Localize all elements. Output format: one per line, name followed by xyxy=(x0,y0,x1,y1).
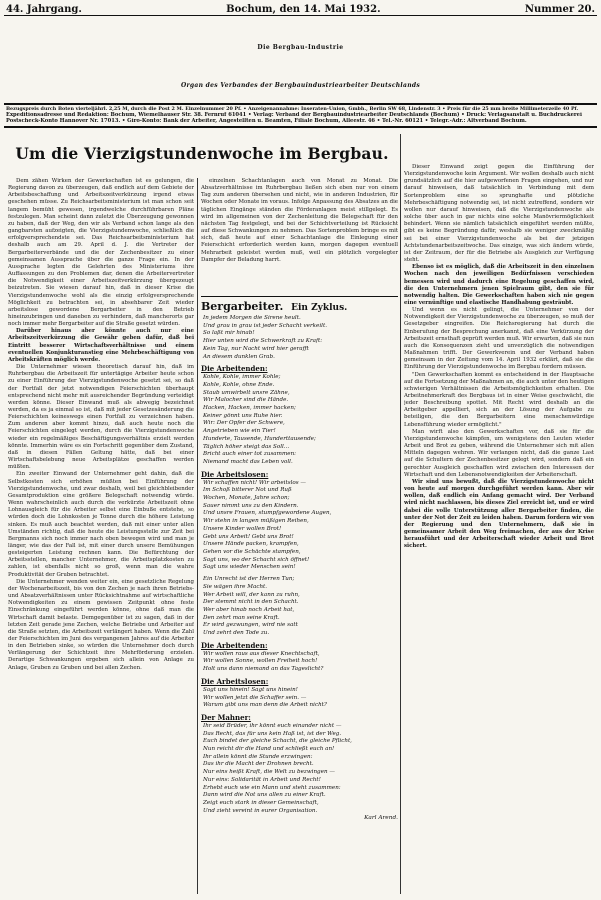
poem-subtitle: Ein Zyklus. xyxy=(291,303,348,313)
poem-line: Hacken, Hacken, immer hacken; xyxy=(203,405,296,412)
paragraph: Dem zähen Wirken der Gewerkschaften ist es gelungen, die Regierung davon zu überzeugen, daß endlich auf dem Gebiete der Arbeitsbeschaffung und Arbeitszeitverkürzung irgend etwas geschehen müsse. Zu Reichsarbeitsministerium ist man schon seit langem bemüht gewesen, irgendwelche durchführbaren Pläne festzulegen. Man scheint dann zuletzt die Überzeugung gewonnen zu haben, daß der Weg, den wir als Verband schon lange als den gangbarsten aufzeigten, die Vierzigstundenwoche, schließlich die erfolgversprechendste sei. Das Reichsarbeitsministerium hat deshalb auch am 29. April d. J. die Vertreter der Bergarbeiterverbände und die der Zechenbesitzer zu einer gemeinsamen Aussprache über die ganze Frage ein. In der Aussprache legten die Gelehrten des Ministeriums ihre Auffassungen zu den Problemen dar, denen die Arbeitervertreter die Notwendigkeit einer Arbeitszeitverkürzung übergezeugt beizutreten. Sie wiesen darauf hin, daß in dieser Krise die Vierzigstundenwoche wohl als die einzig erfolgversprechende Möglichkeit zu betrachten sei, in absehbarer Zeit wieder arbeitslose gewordene Bergarbeiter in den Betrieb hineinzubringen und daneben zu verhindern, daß mancherorts gar noch immer mehr Bergarbeiter auf die Straße gesetzt würden. xyxy=(8,178,194,328)
poem-line: Sauer nimmt uns zu den Kindern. xyxy=(203,502,299,509)
poem-line: Kohle, Kohle, ohne Ende. xyxy=(203,381,275,388)
article-column-3 xyxy=(404,164,594,894)
article-title-area xyxy=(10,136,394,172)
poem-line: Wer aber hinab noch Arbeit hat, xyxy=(203,606,295,613)
poem-line: Unsere Hände packen, krampfen, xyxy=(203,541,299,548)
poem-title: Bergarbeiter. xyxy=(201,300,284,313)
stanza-heading: Die Arbeitenden: xyxy=(201,640,268,650)
volume-label: 44. Jahrgang. xyxy=(6,3,82,15)
poem-line: Ein Unrecht ist der Herren Tun; xyxy=(203,576,295,583)
poem-line: Niemand macht das Leben voll. xyxy=(203,458,293,465)
poem-line: Sagt uns hinein! Sagt uns hinein! xyxy=(203,686,298,693)
poem-line: Der stemmt nicht in den Schacht. xyxy=(203,599,299,606)
poem-line: Und unsre Frauen, stumpfgewordene Augen, xyxy=(203,510,332,517)
paragraph: Die Unternehmer wiesen theoretisch darauf hin, daß im Ruhrbergbau die Arbeitszeit für untertägige Arbeiter heute schon zu einer Einführung der Vierzigstundenwoche gesetzt sei, so daß der Fortfall der jetzt notwendigen Feierschichten überhaupt entsprechend nicht mehr mit ausreichender Begründung verteidigt werden könne. Dieser Einwand muß als abwegig bezeichnet werden, da es ja einmal so ist, daß mit jeder Gesetzesänderung die Feierschichten keineswegs einen Fortfall zu verzeichnen haben. Zum anderen aber kommt hinzu, daß auch heute noch die Feierschichten eingelegt werden, durch die Vierzigstundenwoche wieder ein regelmäßiges Beschäftigungsverhältnis erzielt werden könnte. Immerhin wäre es ein Fortschritt gegenüber dem Zustand, daß in diesen Fällen Geltung hätte, daß bei einer Wirtschaftsbelebung neue Arbeitsplätze geschaffen werden müßten. xyxy=(8,364,194,471)
poem-line: Er wird gezwungen, wird nie satt xyxy=(203,622,298,629)
info-line-2: Expeditionsadresse und Redaktion: Bochum, Wiemelhauser Str. 38. Fernruf 61041 • Verlag: Verband der Bergbauindustriearbeiter Deutschlands (Bochum) • Druck: Verlagsanstalt u. Buchdruckerei xyxy=(6,112,582,118)
paragraph: Ebenso ist es möglich, daß die Arbeitszeit in den einzelnen Wochen nach den jeweiligen Bedürfnissen verschieden bemessen wird und dadurch eine Regelung geschaffen wird, die den Unternehmern jenen Spielraum gibt, den sie für notwendig halten. Die Gewerkschaften haben sich nie gegen eine vernünftige und elastische Handhabung gesträubt. xyxy=(404,264,594,306)
poem-line: Wir wollen raus aus dieser Knechtschaft, xyxy=(203,650,320,657)
poem-line: Erhebt euch wie ein Mann und steht zusammen: xyxy=(203,784,341,791)
poem-line: Unsere Kinder wollen Brot! xyxy=(203,525,282,532)
poem-line: Zeigt euch stark in dieser Gemeinschaft, xyxy=(203,799,319,806)
poem-line: Und zehrt den Tode zu. xyxy=(203,630,270,637)
poem-line: Hunderte, Tausende, Hunderttausende; xyxy=(203,435,316,442)
poem-line: Kein Tag, nur Nacht wird hier gerafft xyxy=(203,345,309,352)
poem-line: So laßt mir hinab! xyxy=(203,330,255,337)
article-column-2 xyxy=(201,178,398,294)
poem-line: Euch bindet der gleiche Schacht, die gleiche Pflicht, xyxy=(203,738,352,745)
info-line-3: Postscheck-Konto Hannover Nr. 17013. • Giro-Konto: Bank der Arbeiter, Angestellten u. Beamten, Filiale Bochum, Alleestr. 46 • Tel.-Nr. 60121 • Telegr.-Adr.: Altverband Bochum. xyxy=(6,118,527,124)
paragraph: Dieser Einwand zeigt gegen die Einführung der Vierzigstundenwoche kein Argument. Wir wollen deshalb auch nicht grundsätzlich auf die hier aufgeworfenen Fragen eingehen, und nur darauf hinweisen, daß tatsächlich in Verbindung mit dem Sortenproblem eine so sprunghafte und plötzliche Mehrbeschäftigung notwendig sei, ist nicht zutreffend, sondern wir wollen nur darauf hinweisen, daß die Vierzigstundenwoche als solche über auch in gar nichts eine solche Manövriermöglichkeit behindert. Wenn sie nämlich tatsächlich eingeführt werden müßte, gibt es keine Begründung dafür, weshalb sie weniger zweckmäßig sei bei einer Vierzigstundenwoche als bei der jetzigen Achtstundenarbeitszeitwoche. Das einzige, was sich ändern würde, ist der Zeitraum, der für die Betriebe als Ausgleich zur Verfügung steht. xyxy=(404,164,594,264)
poem-line: Sagt uns, wo der Schacht sich öffnet! xyxy=(203,556,310,563)
paragraph: Man wirft also den Gewerkschaften vor, daß sie für die Vierzigstundenwoche kämpfen, um wenigstens den Leuten wieder Arbeit und Brot zu geben, während die Unternehmer sich mit allen Mitteln dagegen wehren. Wir verlangen nicht, daß die ganze Last auf die Schultern der Zechenbesitzer gelegt wird, sondern daß ein gerechter Ausgleich geschaffen wird zwischen den Interessen der Wirtschaft und den Lebensnotwendigkeiten der Arbeiterschaft. xyxy=(404,428,594,478)
poem-line: Wir: Der Opfer der Schwere, xyxy=(203,420,285,427)
poem-line: Holt uns dann niemand an das Tageslicht? xyxy=(203,666,324,673)
poem-line: Wochen, Monate, Jahre schon; xyxy=(203,495,290,502)
poem-author: Karl Arend. xyxy=(364,815,398,822)
info-rule-bottom xyxy=(4,126,597,128)
poem-line: Nur eins: Solidarität in Arbeit und Recht! xyxy=(203,776,321,783)
poem-line: Hier unten wird die Schwerkraft zu Kraft: xyxy=(203,338,323,345)
info-line-1: Bezugspreis durch Boten vierteljährl. 2,25 M, durch die Post 2 M. Einzelnummer 20 Pf. • Anzeigenannahme: Inseraten-Union, Gmbh., Berlin SW 68, Lindenstr. 3 • Preis für die 25 mm breite Millimeterzeile 40 Pf. xyxy=(6,106,579,112)
issue-number: Nummer 20. xyxy=(524,3,595,15)
poem-line: Bricht auch einer tot zusammen: xyxy=(203,451,297,458)
poem-line: Sie wägen ihre Macht. xyxy=(203,583,268,590)
poem-line: Wir wollen jetzt die Schaffer sein. — xyxy=(203,694,307,701)
paragraph: "Den Gewerkschaften kommt es entscheidend in der Hauptsache auf die Fortsetzung der Maßnahmen an, die auch unter den heutigen schwierigen Verhältnissen die Arbeitsmöglichkeiten erhalten. Die Arbeitnehmerkraft des Bergbaus ist in einer Weise geschwächt, die jeder Beschreibung spottet. Mit Recht wird deshalb an die Arbeitgeber appelliert, sich an der Lösung der Aufgabe zu beteiligen, die den Bergarbeitern eine menschenwürdige Lebensführung wieder ermöglicht." xyxy=(404,371,594,428)
paragraph: Ein zweiter Einwand der Unternehmer geht dahin, daß die Selbstkosten sich erhöhen müßten bei Einführung der Vierzigstundenwoche, und zwar deshalb, weil bei gleichbleibender Gesamtproduktion eine größere Belegschaft notwendig würde. Wenn wahrscheinlich auch durch die verkürzte Arbeitszeit ohne Lohnausgleich für die Arbeiter selbst eine Einbuße entstehe, so würden doch die Lohnkosten je Tonne durch die höhere Leistung sinken. Es muß auch beachtet werden, daß mit einer unter allen Umständen richtig, daß die heute die Leistungsstelle zur Zeit bei Bergmanns sich noch immer nach oben bewegen wird und man je länger, wie das der Fall ist, mit einer durch unsere Bemühungen gesteigerten Leistung rechnen kann. Die Befürchtung der Arbeitsstellen, mancher Unternehmer, die Arbeitsplatzkosten zu zahlen, ist ebenfalls nicht so groß, wenn man die wahre Produktivität der Gruben betrachtet. xyxy=(8,471,194,578)
poem-line: An diesem dunklen Grab. xyxy=(203,353,275,360)
info-bar xyxy=(6,106,595,124)
poem-line: Täglich höher steigt das Soll... xyxy=(203,443,290,450)
poem-line: Wir Malocher sind die Hände. xyxy=(203,397,289,404)
poem-line: Wir stehn in langen müßigen Reihen, xyxy=(203,518,309,525)
column-divider-2 xyxy=(400,134,401,894)
poem-line: Das Recht, das für uns kein Haß ist, ist der Weg. xyxy=(203,730,342,737)
poem-line: Dann wird die Not uns allen zu einer Kraft. xyxy=(203,792,326,799)
poem-line: Wir wollen Sonne, wollen Freiheit hoch! xyxy=(203,658,318,665)
poem-line: In jedem Morgen die Sirene heult. xyxy=(203,315,301,321)
article-column-1 xyxy=(8,178,194,894)
poem-line: Staub umwirbelt unsre Zähne, xyxy=(203,389,290,396)
masthead: Die Bergbau-Industrie xyxy=(257,44,344,51)
stanza-heading: Die Arbeitslosen: xyxy=(201,676,269,686)
paragraph: Und wenn es nicht gelingt, die Unternehmer von der Notwendigkeit der Vierzigstundenwoche zu überzeugen, so muß der Gesetzgeber eingreifen. Die Reichsregierung hat durch die Einberufung der Besprechung anerkannt, daß eine Verkürzung der Arbeitszeit ernsthaft geprüft werden muß. Wir erwarten, daß sie nun auch die Konsequenzen zieht und unverzüglich die notwendigen Maßnahmen trifft. Der Gewerkverein und der Verband haben gemeinsam in der Zeitung vom 14. April 1932 erklärt, daß sie die Einführung der Vierzigstundenwoche im Bergbau fordern müssen. xyxy=(404,307,594,371)
top-line xyxy=(6,3,595,15)
poem-line: Und zieht vereint in eurer Organisation. xyxy=(203,807,318,814)
poem-line: Wer Arbeit will, der kann zu ruhn, xyxy=(203,591,300,598)
paragraph: Darüber hinaus aber könnte auch nur eine Arbeitszeitverkürzung die Gewähr geben dafür, daß bei Eintritt besserer Wirtschaftsverhältnisse und einem eventuellen Konjunkturanstieg eine Mehrbeschäftigung von Arbeitskräften möglich werde. xyxy=(8,328,194,363)
poem-line: Gebt uns Arbeit! Gebt uns Brot! xyxy=(203,533,294,540)
poem-line: Keiner gönnt uns Ruhe hier. xyxy=(203,412,283,419)
poem-line: Angetrieben wie ein Tier! xyxy=(203,428,276,435)
poem-rule xyxy=(201,296,398,297)
poem-line: Wir schaffen nicht! Wir arbeitslos — xyxy=(203,479,306,486)
paragraph: Wir sind uns bewußt, daß die Vierzigstundenwoche nicht von heute auf morgen durchgeführt werden kann. Aber wir wollen, daß endlich ein Anfang gemacht wird. Der Verband wird nicht nachlassen, bis dieses Ziel erreicht ist, und er wird dabei die volle Unterstützung aller Bergarbeiter finden, die unter der Not der Zeit zu leiden haben. Darum fordern wir von der Regierung und den Unternehmern, daß sie in gemeinsamer Arbeit den Weg freimachen, der aus der Krise herausführt und der Arbeiterschaft wieder Arbeit und Brot sichert. xyxy=(404,478,594,550)
dateline: Bochum, den 14. Mai 1932. xyxy=(226,3,381,15)
poem-title-row xyxy=(201,300,398,315)
stanza-heading: Der Mahner: xyxy=(201,712,251,722)
poem xyxy=(201,300,398,894)
poem-body xyxy=(201,315,398,815)
poem-line: Und grau in grau ist jeder Schacht verkeilt. xyxy=(203,322,327,329)
stanza-heading: Die Arbeitenden: xyxy=(201,364,268,374)
stanza-heading: Die Arbeitslosen: xyxy=(201,469,269,479)
article-title: Um die Vierzigstundenwoche im Bergbau. xyxy=(15,144,389,163)
poem-line: Nur eins heißt Kraft, die Welt zu bezwingen — xyxy=(203,769,335,776)
poem-line: Nun reicht dir die Hand und schließt euch an! xyxy=(203,746,335,753)
info-rule-top xyxy=(4,103,597,105)
column-divider-1 xyxy=(197,178,198,894)
paragraph: einzelnen Schachtanlagen auch von Monat zu Monat. Die Absatzverhältnisse im Ruhrbergbau ließen sich eben nur von einem Tag zum anderen übersehen und nicht, wie in anderen Industrien, für Wochen oder Monate im voraus. Infolge Anpassung des Absatzes an die täglichen Eingänge ständen die Förderanlagen meist stillgelegt. Es wird im allgemeinen von der Zechenleitung die Belegschaft für den nächsten Tag festgelegt, und bei der Schichtverteilung ist Rücksicht auf diese Schwankungen zu nehmen. Das Sortenproblem bringe es mit sich, daß heute auf einer Schachtanlage die Einlegung einer Feierschicht erforderlich werden kann, morgen dagegen eventuell Mehrarbeit geleistet werden muß, weil ein plötzlich vorgelegter Dampfer der Beladung harrt. xyxy=(201,178,398,263)
poem-line: Gehen vor die Schächte stampfen, xyxy=(203,548,301,555)
top-rule xyxy=(4,15,597,16)
poem-line: Ihr seid Brüder, ihr könnt euch einander nicht — xyxy=(203,722,342,729)
poem-line: Kohle, Kohle, immer Kohle; xyxy=(203,374,281,381)
poem-line: Das ihr die Macht der Drohnen brecht. xyxy=(203,761,314,768)
paragraph: Die Unternehmer wenden weiter ein, eine gesetzliche Regelung der Wochenarbeitszeit, bis von den Zechen je nach ihren Betriebs- und Absatzverhältnissen unter Rücksichtnahme auf wirtschaftliche Notwendigkeiten zu einem gewissen Zeitpunkt ohne feste Einschränkung eingeführt werden könne, ohne daß man die Wirtschaft damit belaste. Demgegenüber ist zu sagen, daß in der letzten Zeit gerade jene Zechen, welche Betriebe und Arbeiter auf die Straße setzten, die Arbeitszeit verlängert haben. Wenn die Zahl der Feierschichten im Juni des vergangenen Jahres auf die Arbeiter in den Betrieben sinke, so würden die Unternehmer doch durch Verlängerung der Schichtzeit ihre Mehrförderung erzielen. Derartige Schwankungen ergeben sich allein von Anlage zu Anlage, Gruben zu Gruben und bei allen Zechen. xyxy=(8,578,194,671)
subtitle: Organ des Verbandes der Bergbauindustriearbeiter Deutschlands xyxy=(180,82,421,89)
poem-line: Den zehrt man seine Kraft. xyxy=(203,614,280,621)
poem-line: Ihr allein könnt die Stunde erzwingen: xyxy=(203,753,313,760)
poem-line: Im Schoß bitterer Not und Ruß xyxy=(203,487,292,494)
poem-line: Sagt uns wieder Menschen sein! xyxy=(203,564,296,571)
poem-line: Warum gibt uns man denn die Arbeit nicht? xyxy=(203,702,327,709)
